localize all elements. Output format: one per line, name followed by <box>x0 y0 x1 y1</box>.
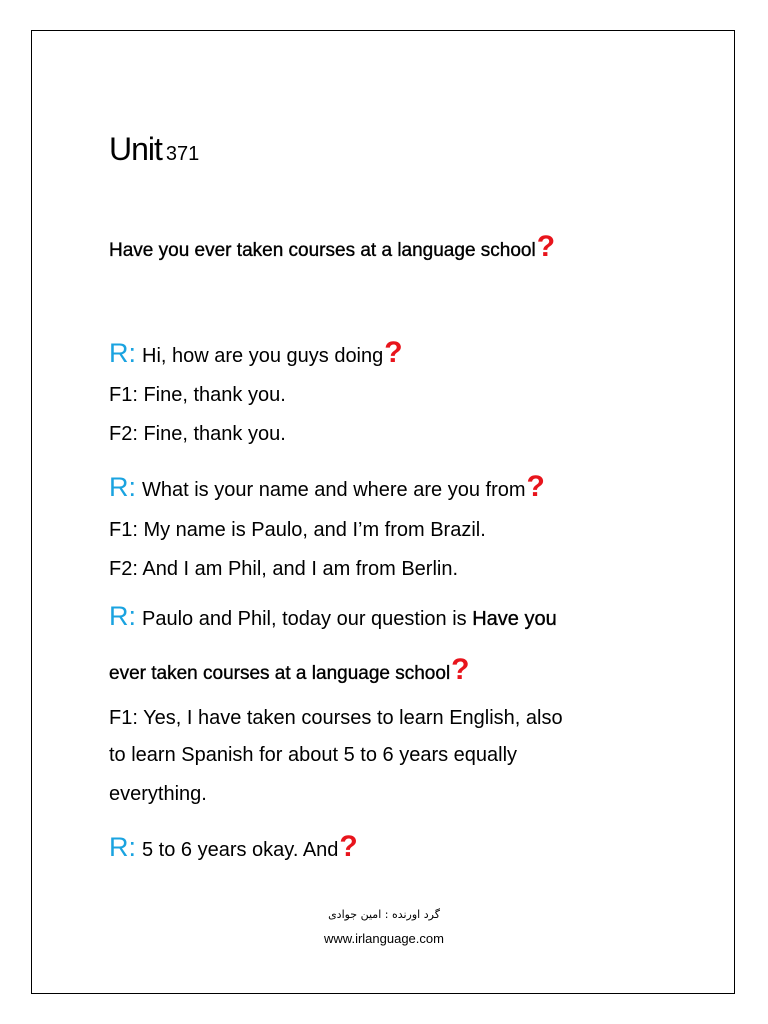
dialogue-line <box>109 472 545 502</box>
dialogue-line <box>109 832 358 862</box>
speaker-label: R: <box>109 601 136 631</box>
speaker-label: R: <box>109 472 136 502</box>
unit-number: 371 <box>165 143 200 165</box>
dialogue-line <box>109 424 286 444</box>
dialogue-text: F2: Fine, thank you. <box>109 423 286 445</box>
dialogue-line <box>109 708 563 728</box>
topic-question <box>109 232 555 262</box>
dialogue-text: Hi, how are you guys doing <box>142 345 384 367</box>
dialogue-text: What is your name and where are you from <box>142 479 526 501</box>
dialogue-text: F1: Yes, I have taken courses to learn English, also <box>109 707 563 729</box>
dialogue-text: F1: My name is Paulo, and I’m from Brazil. <box>109 519 486 541</box>
dialogue-line <box>109 385 286 405</box>
dialogue-text: to learn Spanish for about 5 to 6 years equally <box>109 744 518 766</box>
emphasis-text: Have you <box>472 608 557 630</box>
question-mark: ? <box>536 230 556 263</box>
emphasis-text: ever taken courses at a language school <box>109 663 451 684</box>
question-mark: ? <box>451 653 470 686</box>
dialogue-line <box>109 338 403 368</box>
dialogue-line <box>109 655 470 685</box>
question-mark: ? <box>384 336 403 369</box>
dialogue-text: everything. <box>109 783 207 805</box>
dialogue-line <box>109 745 517 765</box>
dialogue-line <box>109 603 557 630</box>
question-mark: ? <box>339 830 358 863</box>
dialogue-line <box>109 559 458 579</box>
footer-compiler: گرد اورنده : امین جوادی <box>328 908 440 921</box>
topic-question-text: Have you ever taken courses at a language school <box>109 240 536 261</box>
speaker-label: R: <box>109 338 136 368</box>
unit-title <box>109 133 199 165</box>
dialogue-line <box>109 520 486 540</box>
dialogue-text: Paulo and Phil, today our question is <box>142 608 473 630</box>
dialogue-text: 5 to 6 years okay. And <box>142 839 339 861</box>
speaker-label: R: <box>109 832 136 862</box>
dialogue-text: F1: Fine, thank you. <box>109 384 286 406</box>
dialogue-text: F2: And I am Phil, and I am from Berlin. <box>109 558 459 580</box>
dialogue-line <box>109 784 207 804</box>
footer-url: www.irlanguage.com <box>324 931 444 946</box>
unit-label: Unit <box>109 131 162 167</box>
question-mark: ? <box>526 470 545 503</box>
